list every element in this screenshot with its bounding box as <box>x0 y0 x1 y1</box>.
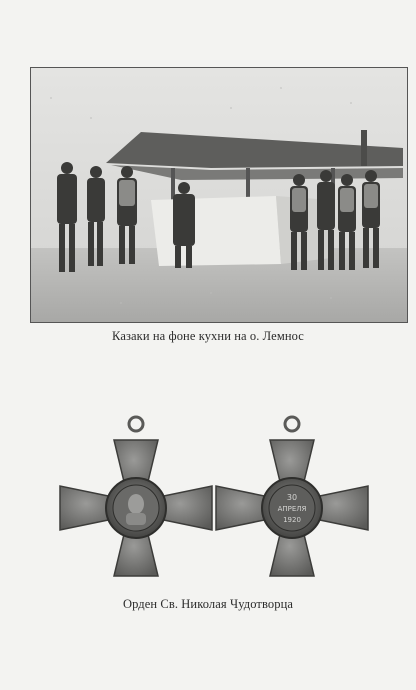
photo-cossacks-kitchen-icon <box>31 68 407 322</box>
medal-inscription-day: 30 <box>286 493 298 502</box>
photo-cossacks-kitchen <box>30 67 408 323</box>
medal-inscription-year: 1920 <box>283 516 301 524</box>
medal-order-st-nicholas-icon <box>56 408 372 592</box>
figure-caption-medal: Орден Св. Николая Чудотворца <box>122 597 294 611</box>
medal-inscription-month: АПРЕЛЯ <box>277 505 307 513</box>
medal-reverse <box>216 417 368 576</box>
figure-caption-cossacks: Казаки на фоне кухни на о. Лемнос <box>112 329 304 343</box>
medals-figure <box>56 408 372 592</box>
medal-obverse <box>60 417 212 576</box>
